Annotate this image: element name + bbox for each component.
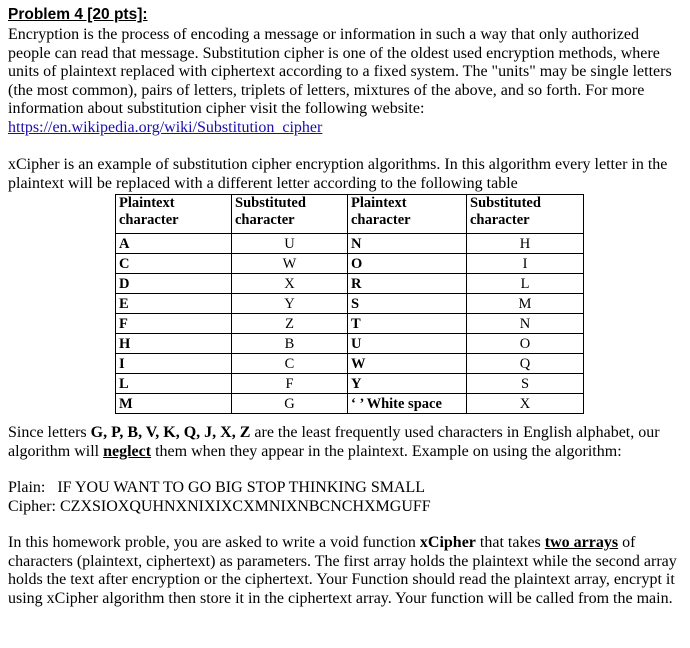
substituted-cell: G — [232, 394, 348, 414]
two-arrays-emphasis: two arrays — [544, 534, 619, 551]
plaintext-cell: L — [116, 374, 232, 394]
table-row — [116, 394, 584, 414]
plaintext-cell: ‘ ’ White space — [348, 394, 467, 414]
substituted-cell: C — [232, 354, 348, 374]
substitution-table — [115, 194, 584, 414]
cipher-example-line — [8, 498, 682, 517]
substituted-cell: S — [467, 374, 584, 394]
cipher-label: Cipher: — [8, 497, 56, 515]
problem-title — [8, 6, 682, 24]
substituted-cell: X — [232, 274, 348, 294]
table-row — [116, 314, 584, 334]
table-row — [116, 294, 584, 314]
intro-section — [8, 26, 682, 137]
plaintext-cell: Y — [348, 374, 467, 394]
neglect-section — [8, 424, 682, 461]
substituted-cell: Z — [232, 314, 348, 334]
substituted-cell: Q — [467, 354, 584, 374]
plaintext-cell: T — [348, 314, 467, 334]
plain-text: IF YOU WANT TO GO BIG STOP THINKING SMALL — [57, 479, 426, 496]
header-plaintext-1: Plaintext character — [116, 195, 232, 234]
substituted-cell: H — [467, 234, 584, 254]
plaintext-cell: A — [116, 234, 232, 254]
homework-text-1: In this homework proble, you are asked to write a void function — [8, 534, 420, 551]
table-row — [116, 354, 584, 374]
plain-example-line — [8, 479, 682, 498]
substituted-cell: F — [232, 374, 348, 394]
substituted-cell: W — [232, 254, 348, 274]
plaintext-cell: R — [348, 274, 467, 294]
plaintext-cell: I — [116, 354, 232, 374]
plaintext-cell: S — [348, 294, 467, 314]
intro-paragraph: Encryption is the process of encoding a message or information in such a way that only authorized people can read that message. Substitution cipher is one of the oldest used encryption methods, where units of plaintext replaced with ciphertext according to a fixed system. The "units" may be single letters (the most common), pairs of letters, triplets of letters, mixtures of the above, and so forth. For more information about substitution cipher visit the following website: — [8, 26, 672, 117]
neglected-letters: G, P, B, V, K, Q, J, X, Z — [90, 424, 251, 441]
homework-text-2: that takes — [475, 534, 545, 551]
neglect-text-before: Since letters — [8, 424, 91, 441]
homework-text-3: of characters (plaintext, ciphertext) as parameters. The first array holds the plaintext while the second array holds the text after encryption or the ciphertext. Your Function should read the plaintext array, encrypt it using xCipher algorithm then store it in the ciphertext array. Your function will be called from the main. — [8, 534, 677, 607]
neglect-keyword: neglect — [103, 442, 152, 460]
table-body — [116, 234, 584, 414]
table-row — [116, 254, 584, 274]
substitution-table-container — [115, 194, 584, 414]
plaintext-cell: O — [348, 254, 467, 274]
substituted-cell: Y — [232, 294, 348, 314]
substituted-cell: B — [232, 334, 348, 354]
cipher-text: CZXSIOXQUHNXNIXIXCXMNIXNBCNCHXMGUFF — [60, 497, 431, 515]
plaintext-cell: H — [116, 334, 232, 354]
table-header-row — [116, 195, 584, 234]
header-substituted-2: Substituted character — [467, 195, 584, 234]
example-section — [8, 479, 682, 516]
neglect-paragraph — [8, 424, 682, 461]
substituted-cell: O — [467, 334, 584, 354]
header-substituted-1: Substituted character — [232, 195, 348, 234]
homework-section — [8, 534, 682, 608]
table-row — [116, 274, 584, 294]
substituted-cell: L — [467, 274, 584, 294]
substituted-cell: N — [467, 314, 584, 334]
plaintext-cell: E — [116, 294, 232, 314]
header-plaintext-2: Plaintext character — [348, 195, 467, 234]
plaintext-cell: F — [116, 314, 232, 334]
table-row — [116, 234, 584, 254]
plaintext-cell: N — [348, 234, 467, 254]
neglect-text-after: them when they appear in the plaintext. Example on using the algorithm: — [151, 442, 622, 460]
wikipedia-link[interactable]: https://en.wikipedia.org/wiki/Substitution_cipher — [8, 118, 323, 136]
substituted-cell: X — [467, 394, 584, 414]
problem-title-text: Problem 4 [20 pts]: — [8, 6, 148, 23]
neglect-text-middle: are the least frequently used characters in English alphabet, our algorithm will — [8, 424, 660, 460]
homework-paragraph — [8, 534, 682, 608]
xcipher-intro-paragraph: xCipher is an example of substitution cipher encryption algorithms. In this algorithm every letter in the plaintext will be replaced with a different letter according to the following table — [8, 156, 668, 192]
table-row — [116, 374, 584, 394]
xcipher-intro-section — [8, 156, 682, 193]
plaintext-cell: M — [116, 394, 232, 414]
substituted-cell: U — [232, 234, 348, 254]
plaintext-cell: U — [348, 334, 467, 354]
substituted-cell: I — [467, 254, 584, 274]
function-name: xCipher — [419, 534, 476, 551]
table-row — [116, 334, 584, 354]
plaintext-cell: D — [116, 274, 232, 294]
substituted-cell: M — [467, 294, 584, 314]
plaintext-cell: C — [116, 254, 232, 274]
plain-label: Plain: — [8, 479, 46, 496]
plaintext-cell: W — [348, 354, 467, 374]
document-page — [8, 6, 682, 607]
